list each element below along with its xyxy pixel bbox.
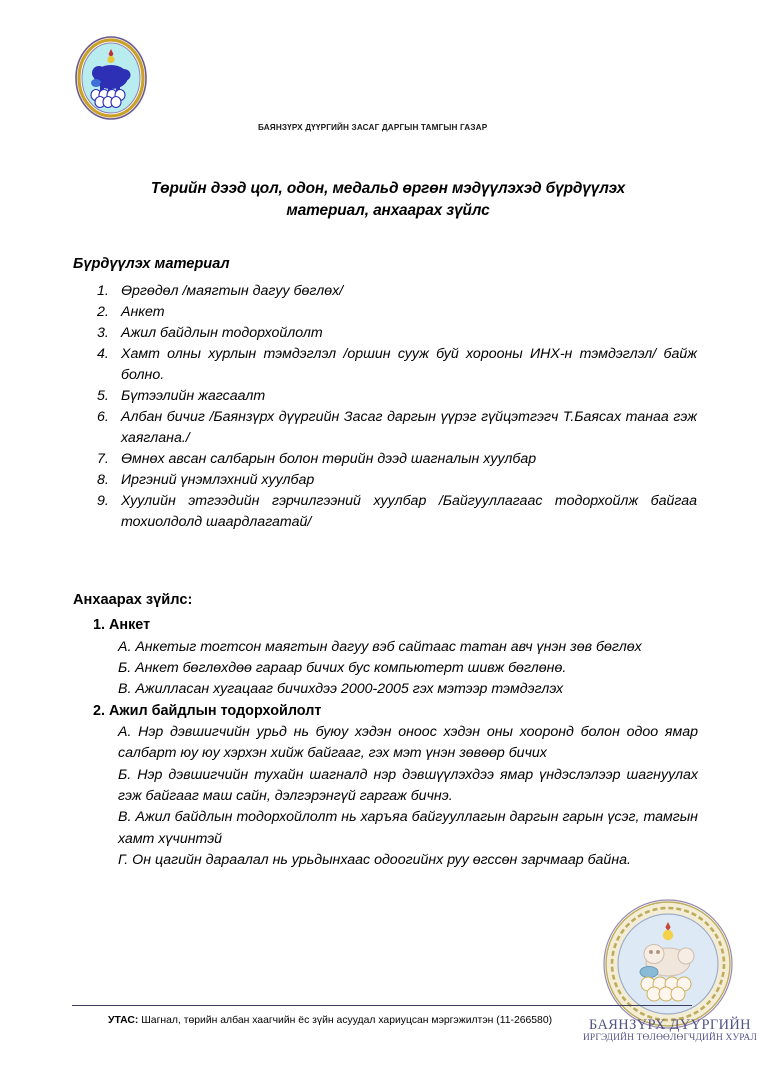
notes-heading: Анхаарах зүйлс: — [73, 592, 193, 608]
organization-name: БАЯНЗҮРХ ДҮҮРГИЙН ЗАСАГ ДАРГЫН ТАМГЫН ГАЗАР — [258, 123, 488, 132]
list-marker: 2. — [97, 304, 109, 321]
materials-item-text: Ажил байдлын тодорхойлолт — [121, 325, 323, 342]
document-header — [0, 33, 764, 132]
materials-item-text: Өргөдөл /маягтын дагуу бөглөх/ — [121, 283, 344, 299]
list-marker: 3. — [97, 325, 109, 342]
materials-ol — [77, 281, 697, 533]
notes-item: А. Нэр дэвшигчийн урьд нь буюу хэдэн оноос хэдэн оны хооронд болон одоо ямар салбарт юу юу хэрхэн хийж байгааг, гэх мэт үнэн зөвөөр бичих — [118, 724, 698, 762]
notes-item: Б. Нэр дэвшигчийн тухайн шагналд нэр дэвшүүлэхдээ ямар үндэслэлээр шагнуулах гэж байгааг маш сайн, дэлгэрэнгүй гаргаж бичнэ. — [118, 766, 698, 804]
page-title: Төрийн дээд цол, одон, медальд өргөн мэдүүлэхэд бүрдүүлэх материал, анхаарах зүйлс — [150, 180, 626, 220]
district-seal-watermark-icon — [602, 898, 734, 1030]
list-marker: 1. — [97, 283, 109, 299]
materials-item — [77, 344, 697, 386]
list-marker: 8. — [97, 472, 109, 489]
list-marker: 5. — [97, 388, 109, 405]
notes-item: Г. Он цагийн дараалал нь урьдынхаас одоогийнх руу өгссөн зарчмаар байна. — [118, 851, 631, 868]
materials-item-text: Албан бичиг /Баянзүрх дүүргийн Засаг даргын үүрэг гүйцэтгэгч Т.Баясах танаа гэж хаяглана./ — [121, 409, 697, 447]
materials-item — [77, 449, 697, 470]
notes-group — [73, 615, 698, 701]
notes-group — [73, 701, 698, 872]
materials-item-text: Анкет — [121, 304, 165, 321]
materials-item — [77, 302, 697, 323]
materials-item — [77, 470, 697, 491]
materials-item-text: Хуулийн этгээдийн гэрчилгээний хуулбар /Байгууллагаас тодорхойлж байгаа тохиолдолд шаардлагатай/ — [121, 493, 697, 531]
materials-item — [77, 491, 697, 533]
footer-phone-label: УТАС: — [108, 1015, 139, 1026]
notes-item: В. Ажил байдлын тодорхойлолт нь харъяа байгууллагын даргын гарын үсэг, тамгын хамт хүчинтэй — [118, 809, 698, 847]
materials-item-text: Иргэний үнэмлэхний хуулбар — [121, 472, 315, 489]
mongolia-state-emblem-icon — [74, 35, 148, 121]
stamp-caption-line1: БАЯНЗҮРХ ДҮҮРГИЙН — [589, 1017, 751, 1033]
footer-contact-text: Шагнал, төрийн албан хаагчийн ёс зүйн асуудал хариуцсан мэргэжилтэн (11-266580) — [141, 1015, 553, 1026]
materials-heading: Бүрдүүлэх материал — [73, 256, 230, 272]
list-marker: 4. — [97, 346, 109, 363]
notes-item: В. Ажилласан хугацааг бичихдээ 2000-2005 гэх мэтээр тэмдэглэх — [118, 681, 564, 698]
list-marker: 6. — [97, 409, 109, 426]
notes-block — [73, 615, 698, 871]
materials-item — [77, 407, 697, 449]
list-marker: 7. — [97, 451, 109, 468]
notes-group-heading: 2. Ажил байдлын тодорхойлолт — [93, 702, 322, 719]
materials-item-text: Өмнөх авсан салбарын болон төрийн дээд шагналын хуулбар — [121, 451, 537, 468]
materials-list — [77, 281, 697, 533]
stamp-caption — [570, 1018, 764, 1044]
footer-divider — [72, 1005, 692, 1006]
notes-item: Б. Анкет бөглөхдөө гараар бичих бус компьютерт шивж бөглөнө. — [118, 659, 567, 676]
materials-item — [77, 281, 697, 302]
materials-item — [77, 386, 697, 407]
notes-group-heading: 1. Анкет — [93, 617, 151, 633]
list-marker: 9. — [97, 493, 109, 510]
stamp-caption-line2: ИРГЭДИЙН ТӨЛӨӨЛӨГЧДИЙН ХУРАЛ — [582, 1033, 758, 1044]
footer-contact — [108, 1014, 552, 1028]
materials-item — [77, 323, 697, 344]
materials-item-text: Бүтээлийн жагсаалт — [121, 388, 266, 405]
notes-item: А. Анкетыг тогтсон маягтын дагуу вэб сайтаас татан авч үнэн зөв бөглөх — [118, 638, 642, 655]
materials-item-text: Хамт олны хурлын тэмдэглэл /оршин сууж буй хорооны ИНХ-н тэмдэглэл/ байж болно. — [121, 346, 697, 384]
